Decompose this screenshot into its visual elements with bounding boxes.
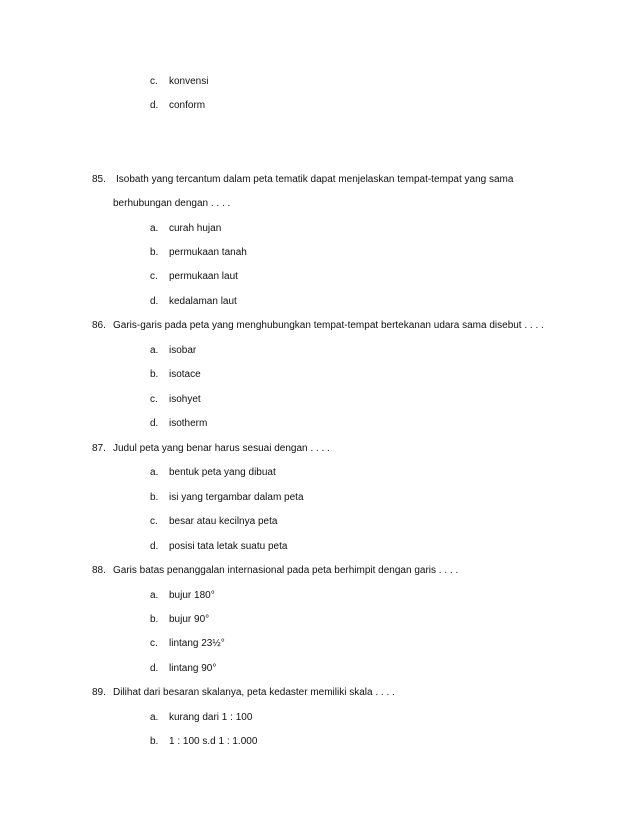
option-text: kedalaman laut [169,296,237,307]
option-letter: b. [150,736,159,747]
option-letter: c. [150,638,158,649]
question-number: 87. [92,443,106,454]
option-text: curah hujan [169,223,222,234]
option-text: konvensi [169,76,209,87]
option-text: 1 : 100 s.d 1 : 1.000 [169,736,258,747]
option-text: isi yang tergambar dalam peta [169,492,304,503]
option-text: posisi tata letak suatu peta [169,541,288,552]
option-letter: b. [150,614,159,625]
option-text: bujur 90° [169,614,210,625]
option-letter: a. [150,712,159,723]
option-text: isotace [169,369,201,380]
option-letter: d. [150,541,159,552]
option-letter: d. [150,663,159,674]
option-letter: b. [150,492,159,503]
option-letter: b. [150,247,159,258]
option-letter: b. [150,369,159,380]
option-letter: a. [150,223,159,234]
option-letter: c. [150,394,158,405]
question-text: Garis batas penanggalan internasional pada peta berhimpit dengan garis . . . . [113,565,459,576]
option-text: conform [169,100,206,111]
option-text: isobar [169,345,197,356]
option-text: lintang 90° [169,663,217,674]
option-letter: a. [150,590,159,601]
option-text: permukaan tanah [169,247,247,258]
option-letter: a. [150,345,159,356]
question-number: 86. [92,320,106,331]
option-letter: c. [150,516,158,527]
option-letter: d. [150,418,159,429]
option-letter: c. [150,271,158,282]
option-text: permukaan laut [169,271,238,282]
option-letter: a. [150,467,159,478]
option-letter: d. [150,100,159,111]
option-text: isotherm [169,418,208,429]
question-text: Dilihat dari besaran skalanya, peta kedaster memiliki skala . . . . [113,687,395,698]
option-text: isohyet [169,394,201,405]
option-letter: c. [150,76,158,87]
option-text: kurang dari 1 : 100 [169,712,253,723]
option-text: besar atau kecilnya peta [169,516,278,527]
option-text: lintang 23½° [169,638,225,649]
option-text: bentuk peta yang dibuat [169,467,276,478]
option-text: bujur 180° [169,590,215,601]
question-number: 88. [92,565,106,576]
question-text: Isobath yang tercantum dalam peta tematik dapat menjelaskan tempat-tempat yang sama [116,174,514,185]
question-number: 89. [92,687,106,698]
option-letter: d. [150,296,159,307]
question-text: Garis-garis pada peta yang menghubungkan tempat-tempat bertekanan udara sama disebut . . . . [113,320,544,331]
question-text-continued: berhubungan dengan . . . . [113,198,231,209]
question-number: 85. [92,174,106,185]
question-text: Judul peta yang benar harus sesuai dengan . . . . [113,443,330,454]
